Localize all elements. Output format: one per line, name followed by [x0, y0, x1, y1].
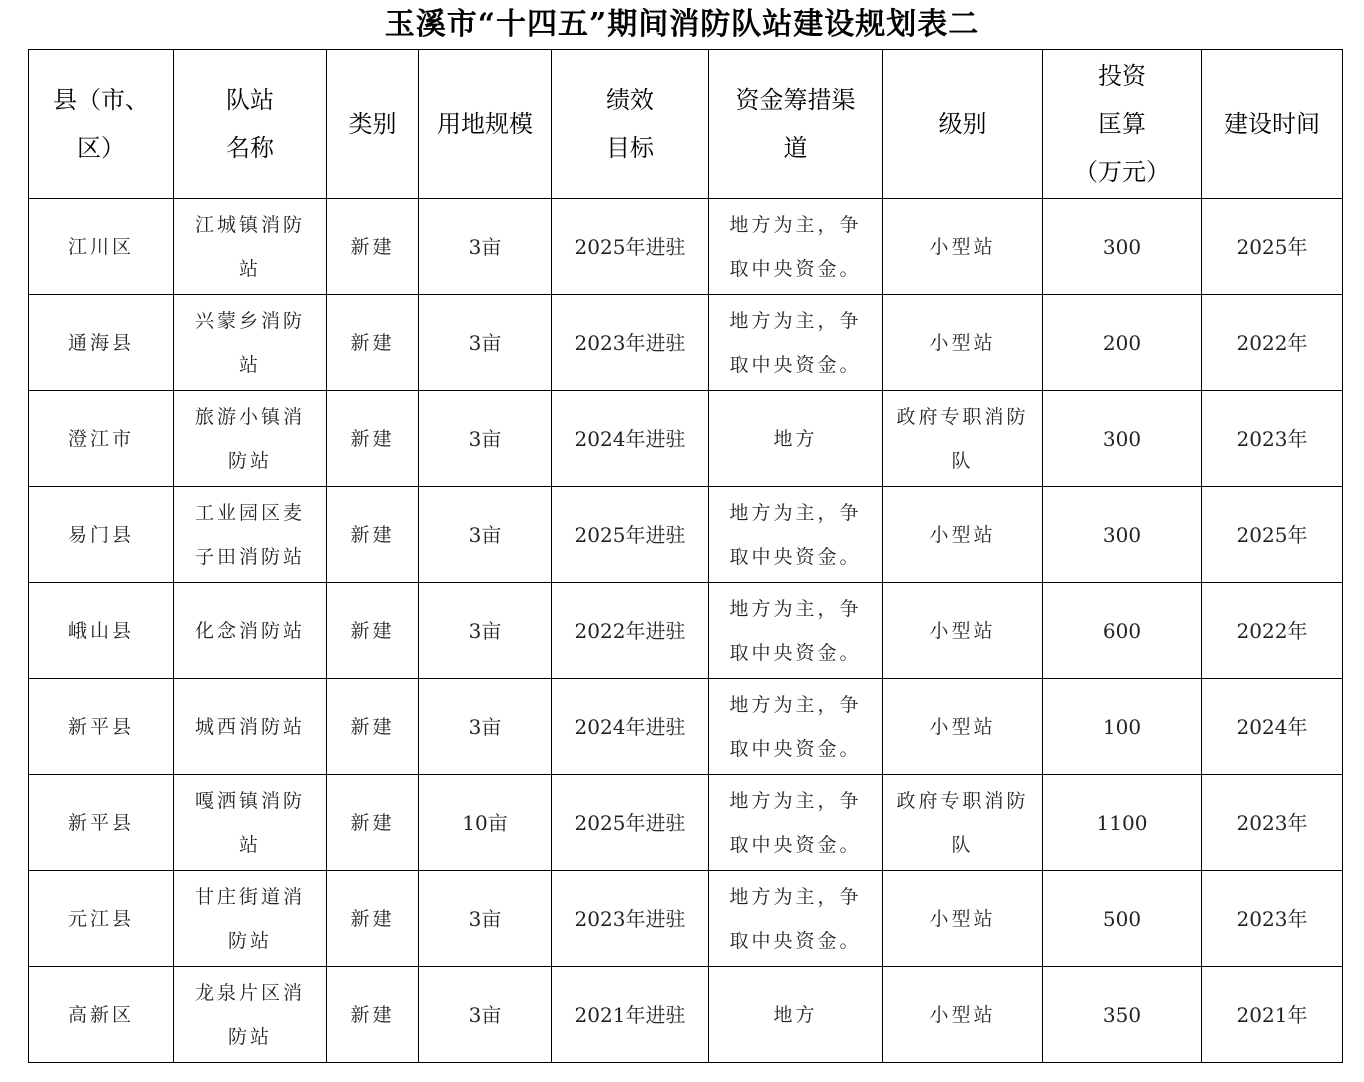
cell-category: 新建	[327, 199, 419, 295]
cell-funding-channel: 地方	[709, 391, 883, 487]
cell-funding-channel: 地方	[709, 967, 883, 1063]
table-header-row	[29, 50, 1343, 199]
cell-investment: 500	[1043, 871, 1202, 967]
cell-station-name: 旅游小镇消 防站	[174, 391, 327, 487]
table-row	[29, 967, 1343, 1063]
cell-county: 澄江市	[29, 391, 174, 487]
table-row	[29, 487, 1343, 583]
cell-performance-goal: 2021年进驻	[552, 967, 709, 1063]
cell-investment: 300	[1043, 487, 1202, 583]
table-row	[29, 391, 1343, 487]
cell-build-time: 2023年	[1202, 391, 1343, 487]
cell-investment: 300	[1043, 391, 1202, 487]
cell-land-size: 3亩	[419, 487, 552, 583]
cell-performance-goal: 2024年进驻	[552, 391, 709, 487]
cell-county: 通海县	[29, 295, 174, 391]
cell-land-size: 3亩	[419, 295, 552, 391]
cell-county: 江川区	[29, 199, 174, 295]
table-row	[29, 583, 1343, 679]
cell-county: 易门县	[29, 487, 174, 583]
table-row	[29, 199, 1343, 295]
header-station-name: 队站 名称	[174, 50, 327, 199]
cell-build-time: 2023年	[1202, 871, 1343, 967]
header-category: 类别	[327, 50, 419, 199]
cell-land-size: 10亩	[419, 775, 552, 871]
cell-performance-goal: 2022年进驻	[552, 583, 709, 679]
header-performance-goal: 绩效 目标	[552, 50, 709, 199]
page-title: 玉溪市“十四五”期间消防队站建设规划表二	[384, 7, 980, 42]
cell-station-name: 工业园区麦 子田消防站	[174, 487, 327, 583]
table-body	[29, 199, 1343, 1063]
cell-investment: 100	[1043, 679, 1202, 775]
cell-funding-channel: 地方为主，争 取中央资金。	[709, 199, 883, 295]
cell-investment: 1100	[1043, 775, 1202, 871]
cell-performance-goal: 2024年进驻	[552, 679, 709, 775]
cell-station-name: 兴蒙乡消防 站	[174, 295, 327, 391]
cell-investment: 200	[1043, 295, 1202, 391]
cell-performance-goal: 2023年进驻	[552, 871, 709, 967]
cell-funding-channel: 地方为主，争 取中央资金。	[709, 487, 883, 583]
cell-land-size: 3亩	[419, 583, 552, 679]
cell-county: 元江县	[29, 871, 174, 967]
cell-land-size: 3亩	[419, 679, 552, 775]
cell-level: 小型站	[883, 871, 1043, 967]
cell-land-size: 3亩	[419, 967, 552, 1063]
header-investment: 投资 匡算 （万元）	[1043, 50, 1202, 199]
cell-station-name: 江城镇消防 站	[174, 199, 327, 295]
table-row	[29, 871, 1343, 967]
table-row	[29, 679, 1343, 775]
cell-station-name: 甘庄街道消 防站	[174, 871, 327, 967]
cell-category: 新建	[327, 679, 419, 775]
cell-level: 政府专职消防 队	[883, 775, 1043, 871]
cell-level: 小型站	[883, 967, 1043, 1063]
cell-land-size: 3亩	[419, 391, 552, 487]
cell-funding-channel: 地方为主，争 取中央资金。	[709, 295, 883, 391]
cell-build-time: 2022年	[1202, 583, 1343, 679]
table-row	[29, 295, 1343, 391]
cell-build-time: 2023年	[1202, 775, 1343, 871]
cell-category: 新建	[327, 967, 419, 1063]
cell-build-time: 2025年	[1202, 199, 1343, 295]
header-funding-channel: 资金筹措渠 道	[709, 50, 883, 199]
cell-performance-goal: 2025年进驻	[552, 487, 709, 583]
cell-funding-channel: 地方为主，争 取中央资金。	[709, 583, 883, 679]
cell-funding-channel: 地方为主，争 取中央资金。	[709, 871, 883, 967]
cell-build-time: 2021年	[1202, 967, 1343, 1063]
cell-land-size: 3亩	[419, 199, 552, 295]
construction-plan-table	[28, 49, 1343, 1063]
cell-investment: 600	[1043, 583, 1202, 679]
header-build-time: 建设时间	[1202, 50, 1343, 199]
cell-county: 新平县	[29, 679, 174, 775]
cell-performance-goal: 2025年进驻	[552, 775, 709, 871]
header-county: 县（市、 区）	[29, 50, 174, 199]
cell-category: 新建	[327, 583, 419, 679]
cell-level: 小型站	[883, 679, 1043, 775]
cell-county: 峨山县	[29, 583, 174, 679]
cell-funding-channel: 地方为主，争 取中央资金。	[709, 679, 883, 775]
cell-level: 小型站	[883, 199, 1043, 295]
cell-investment: 300	[1043, 199, 1202, 295]
cell-land-size: 3亩	[419, 871, 552, 967]
cell-county: 新平县	[29, 775, 174, 871]
cell-investment: 350	[1043, 967, 1202, 1063]
cell-station-name: 化念消防站	[174, 583, 327, 679]
cell-performance-goal: 2023年进驻	[552, 295, 709, 391]
cell-build-time: 2024年	[1202, 679, 1343, 775]
cell-category: 新建	[327, 775, 419, 871]
cell-performance-goal: 2025年进驻	[552, 199, 709, 295]
cell-build-time: 2022年	[1202, 295, 1343, 391]
cell-category: 新建	[327, 295, 419, 391]
header-level: 级别	[883, 50, 1043, 199]
cell-level: 政府专职消防 队	[883, 391, 1043, 487]
table-row	[29, 775, 1343, 871]
header-land-size: 用地规模	[419, 50, 552, 199]
cell-county: 高新区	[29, 967, 174, 1063]
cell-station-name: 城西消防站	[174, 679, 327, 775]
cell-level: 小型站	[883, 487, 1043, 583]
cell-level: 小型站	[883, 295, 1043, 391]
cell-category: 新建	[327, 871, 419, 967]
cell-category: 新建	[327, 391, 419, 487]
cell-category: 新建	[327, 487, 419, 583]
cell-station-name: 龙泉片区消 防站	[174, 967, 327, 1063]
cell-station-name: 嘎洒镇消防 站	[174, 775, 327, 871]
cell-build-time: 2025年	[1202, 487, 1343, 583]
cell-funding-channel: 地方为主，争 取中央资金。	[709, 775, 883, 871]
cell-level: 小型站	[883, 583, 1043, 679]
